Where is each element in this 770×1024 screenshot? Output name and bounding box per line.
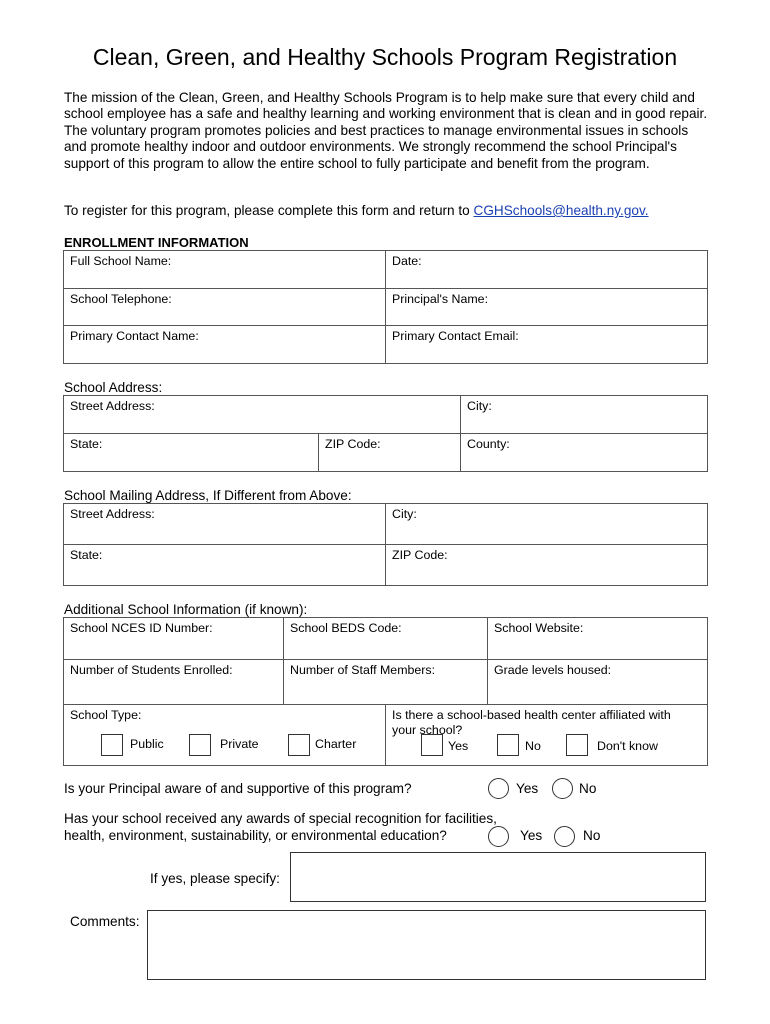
telephone-label: School Telephone: <box>70 292 172 306</box>
principal-no-label: No <box>579 781 597 796</box>
street-address-label: Street Address: <box>70 399 155 413</box>
private-checkbox[interactable] <box>189 734 211 756</box>
register-text: To register for this program, please complete this form and return to <box>64 203 474 218</box>
contact-email-label: Primary Contact Email: <box>392 329 519 343</box>
public-checkbox[interactable] <box>101 734 123 756</box>
mailing-address-heading: School Mailing Address, If Different from Above: <box>64 488 352 503</box>
mailing-zip-field[interactable] <box>386 545 708 586</box>
private-label: Private <box>220 737 259 751</box>
students-field[interactable] <box>64 660 284 705</box>
awards-yes-label: Yes <box>520 828 543 843</box>
telephone-field[interactable] <box>64 289 386 326</box>
principal-yes-radio[interactable] <box>488 778 509 799</box>
city-field[interactable] <box>461 396 708 434</box>
zip-label: ZIP Code: <box>325 437 381 451</box>
nces-label: School NCES ID Number: <box>70 621 213 635</box>
awards-question-line2: health, environment, sustainability, or environmental education? <box>64 828 447 843</box>
date-field[interactable] <box>386 251 708 289</box>
county-field[interactable] <box>461 434 708 472</box>
mailing-state-field[interactable] <box>64 545 386 586</box>
principal-yes-label: Yes <box>516 781 539 796</box>
principal-name-field[interactable] <box>386 289 708 326</box>
school-name-label: Full School Name: <box>70 254 172 268</box>
mailing-city-label: City: <box>392 507 417 521</box>
website-label: School Website: <box>494 621 584 635</box>
principal-no-radio[interactable] <box>552 778 573 799</box>
health-center-no-label: No <box>525 739 541 753</box>
date-label: Date: <box>392 254 422 268</box>
mailing-city-field[interactable] <box>386 504 708 545</box>
enrollment-heading: ENROLLMENT INFORMATION <box>64 235 249 250</box>
enrollment-table <box>63 250 708 364</box>
state-label: State: <box>70 437 103 451</box>
nces-field[interactable] <box>64 618 284 660</box>
beds-label: School BEDS Code: <box>290 621 402 635</box>
mailing-state-label: State: <box>70 548 103 562</box>
comments-label: Comments: <box>70 914 140 929</box>
health-center-yes-label: Yes <box>448 739 469 753</box>
school-type-label: School Type: <box>70 708 142 722</box>
mailing-zip-label: ZIP Code: <box>392 548 448 562</box>
street-address-field[interactable] <box>64 396 461 434</box>
awards-question-line1: Has your school received any awards of special recognition for facilities, <box>64 811 497 826</box>
grades-field[interactable] <box>488 660 708 705</box>
specify-textbox[interactable] <box>290 852 706 902</box>
county-label: County: <box>467 437 510 451</box>
awards-yes-radio[interactable] <box>488 826 509 847</box>
contact-name-field[interactable] <box>64 326 386 364</box>
register-instructions <box>64 203 714 219</box>
principal-name-label: Principal's Name: <box>392 292 489 306</box>
principal-question: Is your Principal aware of and supportive of this program? <box>64 781 412 796</box>
awards-no-label: No <box>583 828 601 843</box>
email-link[interactable]: CGHSchools@health.ny.gov. <box>473 203 649 218</box>
health-center-dontknow-checkbox[interactable] <box>566 734 588 756</box>
health-center-no-checkbox[interactable] <box>497 734 519 756</box>
contact-name-label: Primary Contact Name: <box>70 329 199 343</box>
staff-label: Number of Staff Members: <box>290 663 436 677</box>
school-name-field[interactable] <box>64 251 386 289</box>
health-center-question: Is there a school-based health center affiliated with your school? <box>392 708 671 737</box>
city-label: City: <box>467 399 492 413</box>
comments-textbox[interactable] <box>147 910 706 980</box>
specify-label: If yes, please specify: <box>150 871 280 886</box>
mailing-address-table <box>63 503 708 586</box>
public-label: Public <box>130 737 164 751</box>
awards-no-radio[interactable] <box>554 826 575 847</box>
page-title: Clean, Green, and Healthy Schools Program Registration <box>92 44 678 70</box>
mission-paragraph: The mission of the Clean, Green, and Healthy Schools Program is to help make sure that every child and school employee has a safe and healthy learning and working environment that is clean and in good repair. The voluntary program promotes policies and best practices to manage environmental issues in schools and promote healthy indoor and outdoor environments. We strongly recommend the school Principal's support of this program to allow the entire school to fully participate and benefit from the program. <box>64 90 708 171</box>
charter-label: Charter <box>315 737 357 751</box>
website-field[interactable] <box>488 618 708 660</box>
mailing-street-label: Street Address: <box>70 507 155 521</box>
health-center-dontknow-label: Don't know <box>597 739 658 753</box>
staff-field[interactable] <box>284 660 488 705</box>
mailing-street-field[interactable] <box>64 504 386 545</box>
school-address-heading: School Address: <box>64 380 163 395</box>
beds-field[interactable] <box>284 618 488 660</box>
health-center-yes-checkbox[interactable] <box>421 734 443 756</box>
additional-info-heading: Additional School Information (if known): <box>64 602 308 617</box>
state-field[interactable] <box>64 434 319 472</box>
grades-label: Grade levels housed: <box>494 663 612 677</box>
contact-email-field[interactable] <box>386 326 708 364</box>
zip-field[interactable] <box>319 434 461 472</box>
students-label: Number of Students Enrolled: <box>70 663 233 677</box>
school-address-table <box>63 395 708 472</box>
charter-checkbox[interactable] <box>288 734 310 756</box>
